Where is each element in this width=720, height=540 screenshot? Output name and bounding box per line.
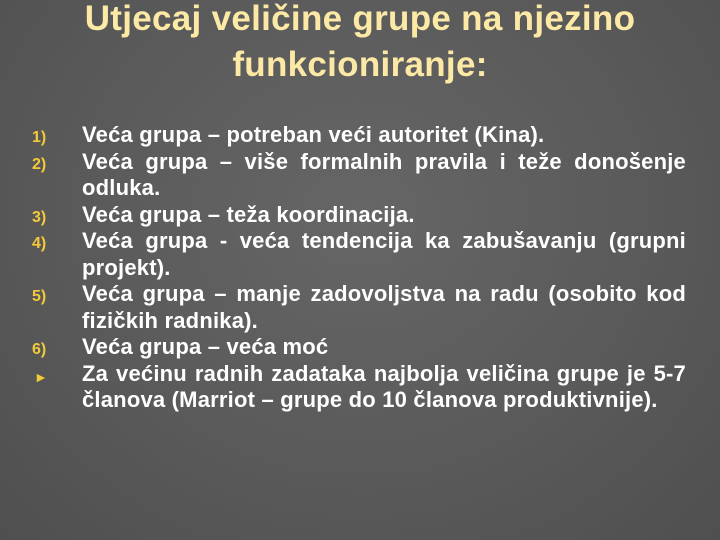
list-item	[0, 281, 720, 334]
list-item-text: Veća grupa - veća tendencija ka zabušavanju (grupni projekt).	[82, 228, 686, 280]
list-item	[0, 361, 720, 414]
title-line-1: Utjecaj veličine grupe na njezino	[84, 0, 636, 38]
list-marker: 2)	[32, 155, 47, 173]
list-item-text: Veća grupa – veća moć	[82, 334, 329, 359]
list-marker: 4)	[32, 235, 47, 252]
list-item-text: Za većinu radnih zadataka najbolja veličina grupe je 5-7 članova (Marriot – grupe do 10 članova produktivnije).	[82, 360, 686, 412]
title-line-2: funkcioniranje:	[232, 45, 488, 84]
slide-title	[0, 0, 720, 88]
list-item	[0, 202, 720, 229]
list-item	[0, 334, 720, 361]
arrow-bullet-icon: ►	[34, 368, 48, 385]
list-item	[0, 228, 720, 281]
bullet-list	[0, 122, 720, 414]
list-item-text: Veća grupa – više formalnih pravila i teže donošenje odluka.	[82, 148, 686, 200]
list-marker: 1)	[32, 129, 47, 146]
list-item-text: Veća grupa – teža koordinacija.	[82, 201, 415, 227]
list-marker: 3)	[32, 208, 47, 226]
list-marker: 6)	[32, 341, 47, 358]
list-marker: 5)	[32, 288, 47, 305]
list-item-text: Veća grupa – potreban veći autoritet (Kina).	[82, 122, 545, 147]
list-item	[0, 122, 720, 149]
list-item-text: Veća grupa – manje zadovoljstva na radu (osobito kod fizičkih radnika).	[82, 281, 686, 333]
list-item	[0, 149, 720, 202]
